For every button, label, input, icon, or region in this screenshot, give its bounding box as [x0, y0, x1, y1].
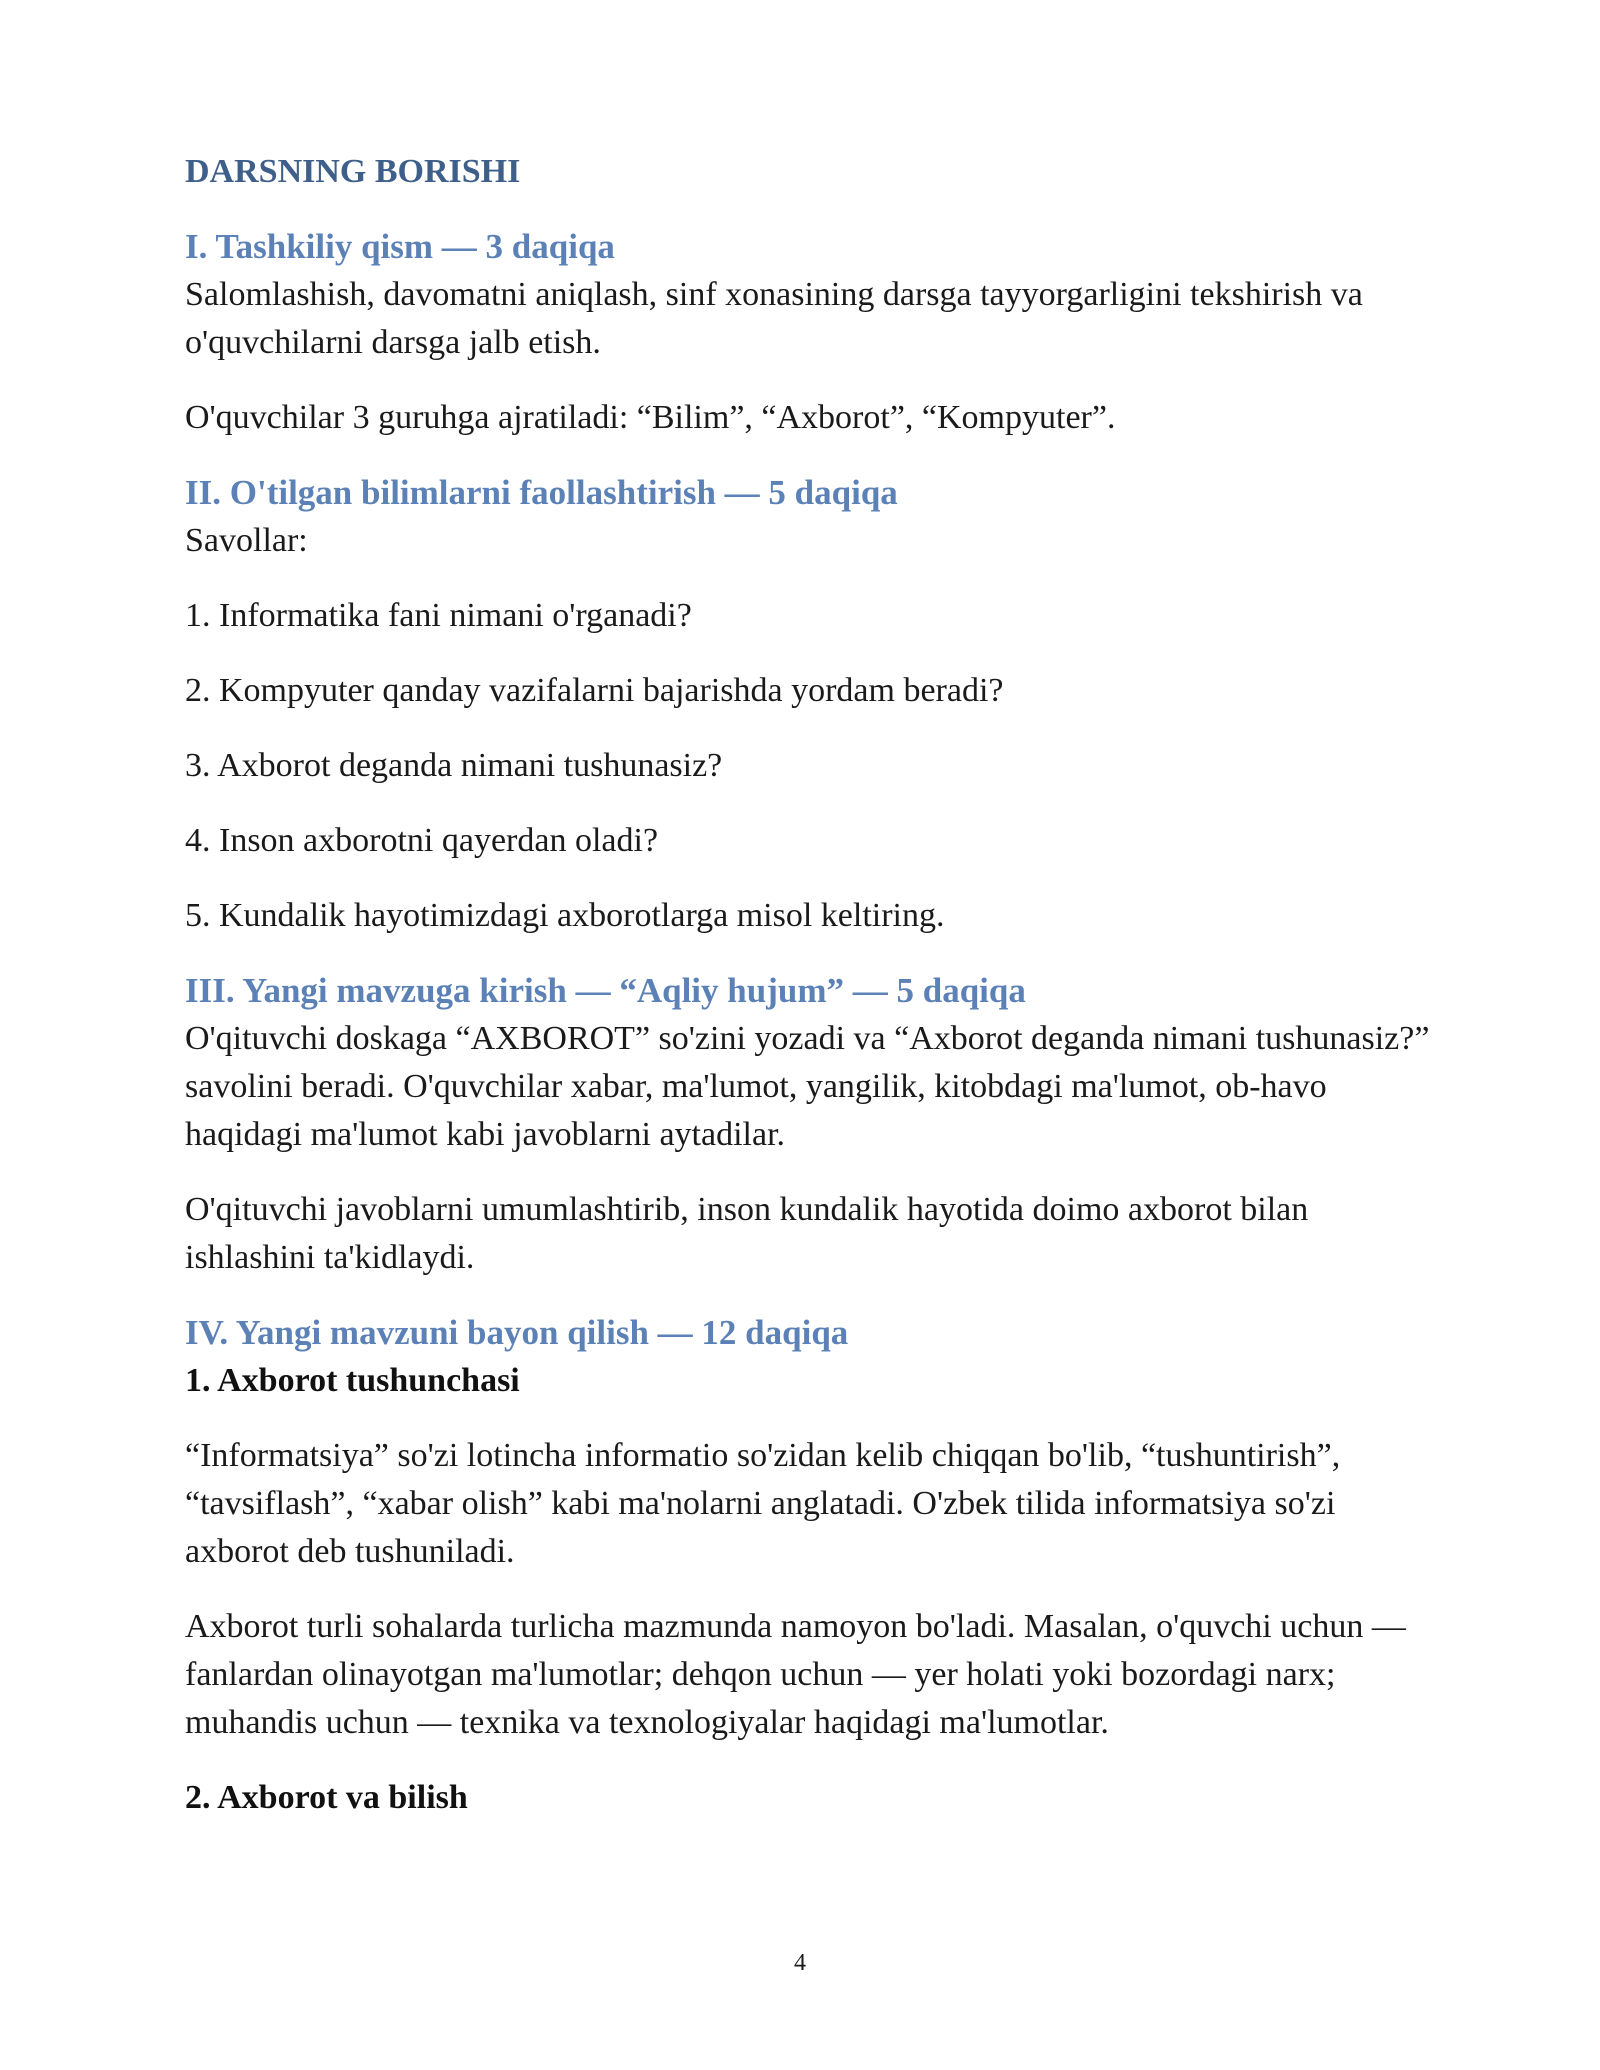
- section-heading-4: IV. Yangi mavzuni bayon qilish — 12 daqiqa: [185, 1313, 849, 1352]
- document-body: [185, 148, 1445, 1849]
- question-item: 1. Informatika fani nimani o'rganadi?: [185, 597, 692, 634]
- questions-intro: Savollar:: [185, 522, 308, 559]
- page-number: 4: [794, 1950, 806, 1976]
- question-item: 5. Kundalik hayotimizdagi axborotlarga misol keltiring.: [185, 897, 945, 934]
- paragraph: O'qituvchi javoblarni umumlashtirib, inson kundalik hayotida doimo axborot bilan ishlashini ta'kidlaydi.: [185, 1191, 1309, 1276]
- subsection-heading-2: 2. Axborot va bilish: [185, 1779, 468, 1816]
- paragraph: O'qituvchi doskaga “AXBOROT” so'zini yozadi va “Axborot deganda nimani tushunasiz?” savolini beradi. O'quvchilar xabar, ma'lumot, yangilik, kitobdagi ma'lumot, ob-havo haqidagi ma'lumot kabi javoblarni aytadilar.: [185, 1020, 1430, 1153]
- section-heading-3: III. Yangi mavzuga kirish — “Aqliy hujum” — 5 daqiqa: [185, 971, 1026, 1010]
- paragraph: O'quvchilar 3 guruhga ajratiladi: “Bilim”, “Axborot”, “Kompyuter”.: [185, 399, 1116, 436]
- page-title: DARSNING BORISHI: [185, 153, 521, 190]
- question-item: 4. Inson axborotni qayerdan oladi?: [185, 822, 659, 859]
- question-item: 3. Axborot deganda nimani tushunasiz?: [185, 747, 723, 784]
- paragraph: Salomlashish, davomatni aniqlash, sinf xonasining darsga tayyorgarligini tekshirish va o'quvchilarni darsga jalb etish.: [185, 276, 1363, 361]
- question-item: 2. Kompyuter qanday vazifalarni bajarishda yordam beradi?: [185, 672, 1004, 709]
- section-heading-1: I. Tashkiliy qism — 3 daqiqa: [185, 227, 615, 266]
- paragraph: Axborot turli sohalarda turlicha mazmunda namoyon bo'ladi. Masalan, o'quvchi uchun — fanlardan olinayotgan ma'lumotlar; dehqon uchun — yer holati yoki bozordagi narx; muhandis uchun — texnika va texnologiyalar haqidagi ma'lumotlar.: [185, 1608, 1406, 1741]
- section-heading-2: II. O'tilgan bilimlarni faollashtirish — 5 daqiqa: [185, 473, 898, 512]
- subsection-heading-1: 1. Axborot tushunchasi: [185, 1362, 520, 1399]
- paragraph: “Informatsiya” so'zi lotincha informatio so'zidan kelib chiqqan bo'lib, “tushuntirish”, “tavsiflash”, “xabar olish” kabi ma'nolarni anglatadi. O'zbek tilida informatsiya so'zi axborot deb tushuniladi.: [185, 1437, 1341, 1570]
